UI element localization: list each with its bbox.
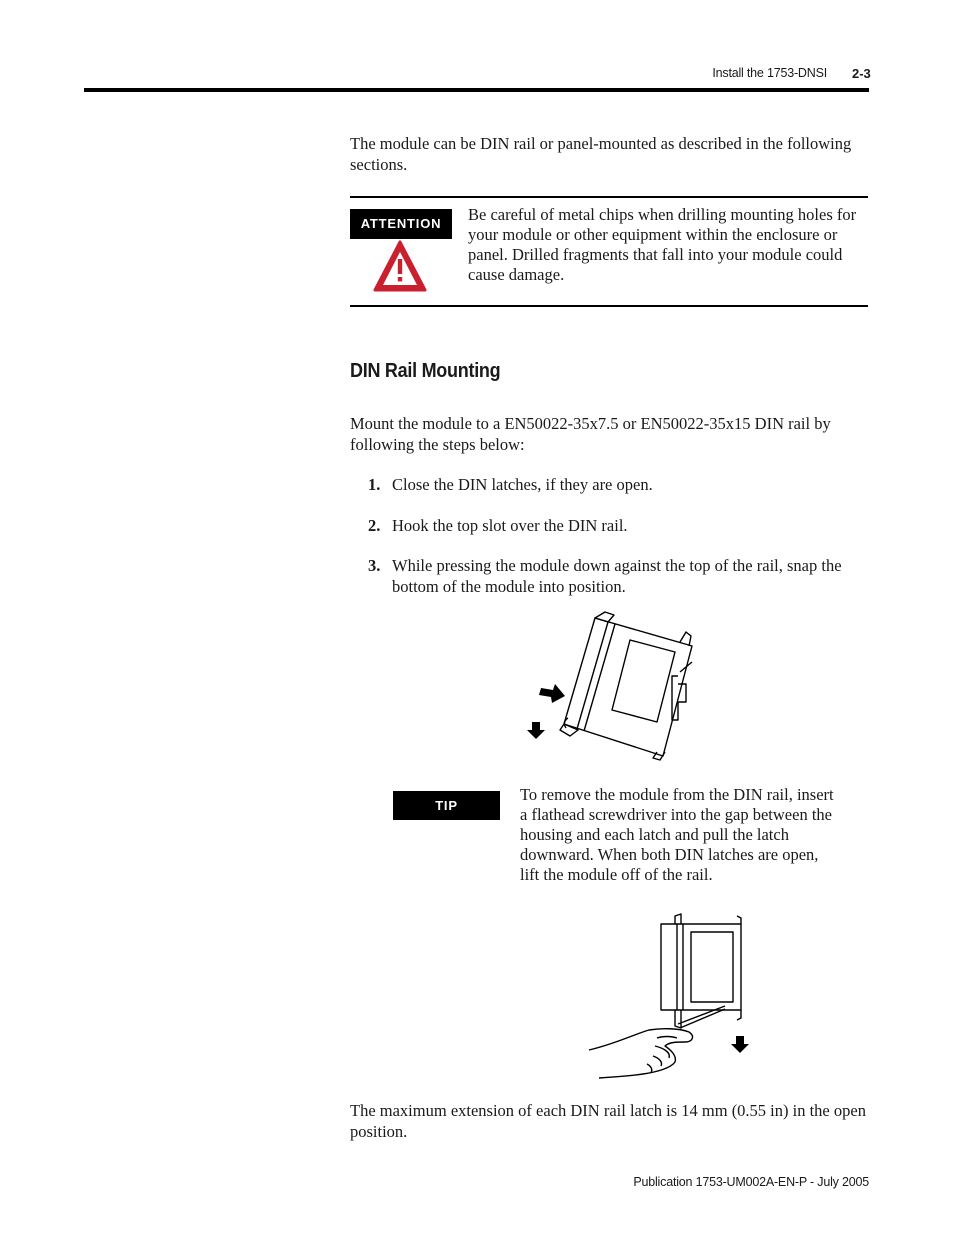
page-number: 2-3 [852, 66, 871, 81]
header-rule [84, 88, 869, 92]
step-number: 3. [368, 556, 381, 575]
section-intro: Mount the module to a EN50022-35x7.5 or EN50022-35x15 DIN rail by following the steps below: [350, 414, 831, 454]
warning-triangle-icon [372, 239, 428, 293]
section-heading: DIN Rail Mounting [350, 360, 501, 382]
attention-bottom-rule [350, 305, 868, 307]
attention-top-rule [350, 196, 868, 198]
step-number: 1. [368, 475, 381, 494]
din-rail-removal-illustration [585, 910, 755, 1082]
din-rail-mount-illustration [520, 602, 710, 762]
step-2 [368, 516, 868, 537]
publication-footer: Publication 1753-UM002A-EN-P - July 2005 [633, 1175, 869, 1189]
closing-paragraph: The maximum extension of each DIN rail latch is 14 mm (0.55 in) in the open position. [350, 1101, 866, 1141]
running-header-title: Install the 1753-DNSI [712, 66, 827, 80]
tip-text: To remove the module from the DIN rail, insert a flathead screwdriver into the gap between the housing and each latch and pull the latch downward. When both DIN latches are open, lift the module off of the rail. [520, 785, 834, 884]
step-text: Hook the top slot over the DIN rail. [392, 516, 628, 535]
step-3 [368, 556, 868, 597]
attention-text: Be careful of metal chips when drilling mounting holes for your module or other equipment within the enclosure or panel. Drilled fragments that fall into your module could cause damage. [468, 205, 857, 284]
step-text: While pressing the module down against the top of the rail, snap the bottom of the module into position. [392, 556, 842, 596]
attention-label: ATTENTION [350, 209, 452, 239]
intro-paragraph: The module can be DIN rail or panel-mounted as described in the following sections. [350, 134, 852, 174]
tip-label: TIP [393, 791, 500, 820]
step-number: 2. [368, 516, 381, 535]
step-1 [368, 475, 868, 496]
step-text: Close the DIN latches, if they are open. [392, 475, 653, 494]
